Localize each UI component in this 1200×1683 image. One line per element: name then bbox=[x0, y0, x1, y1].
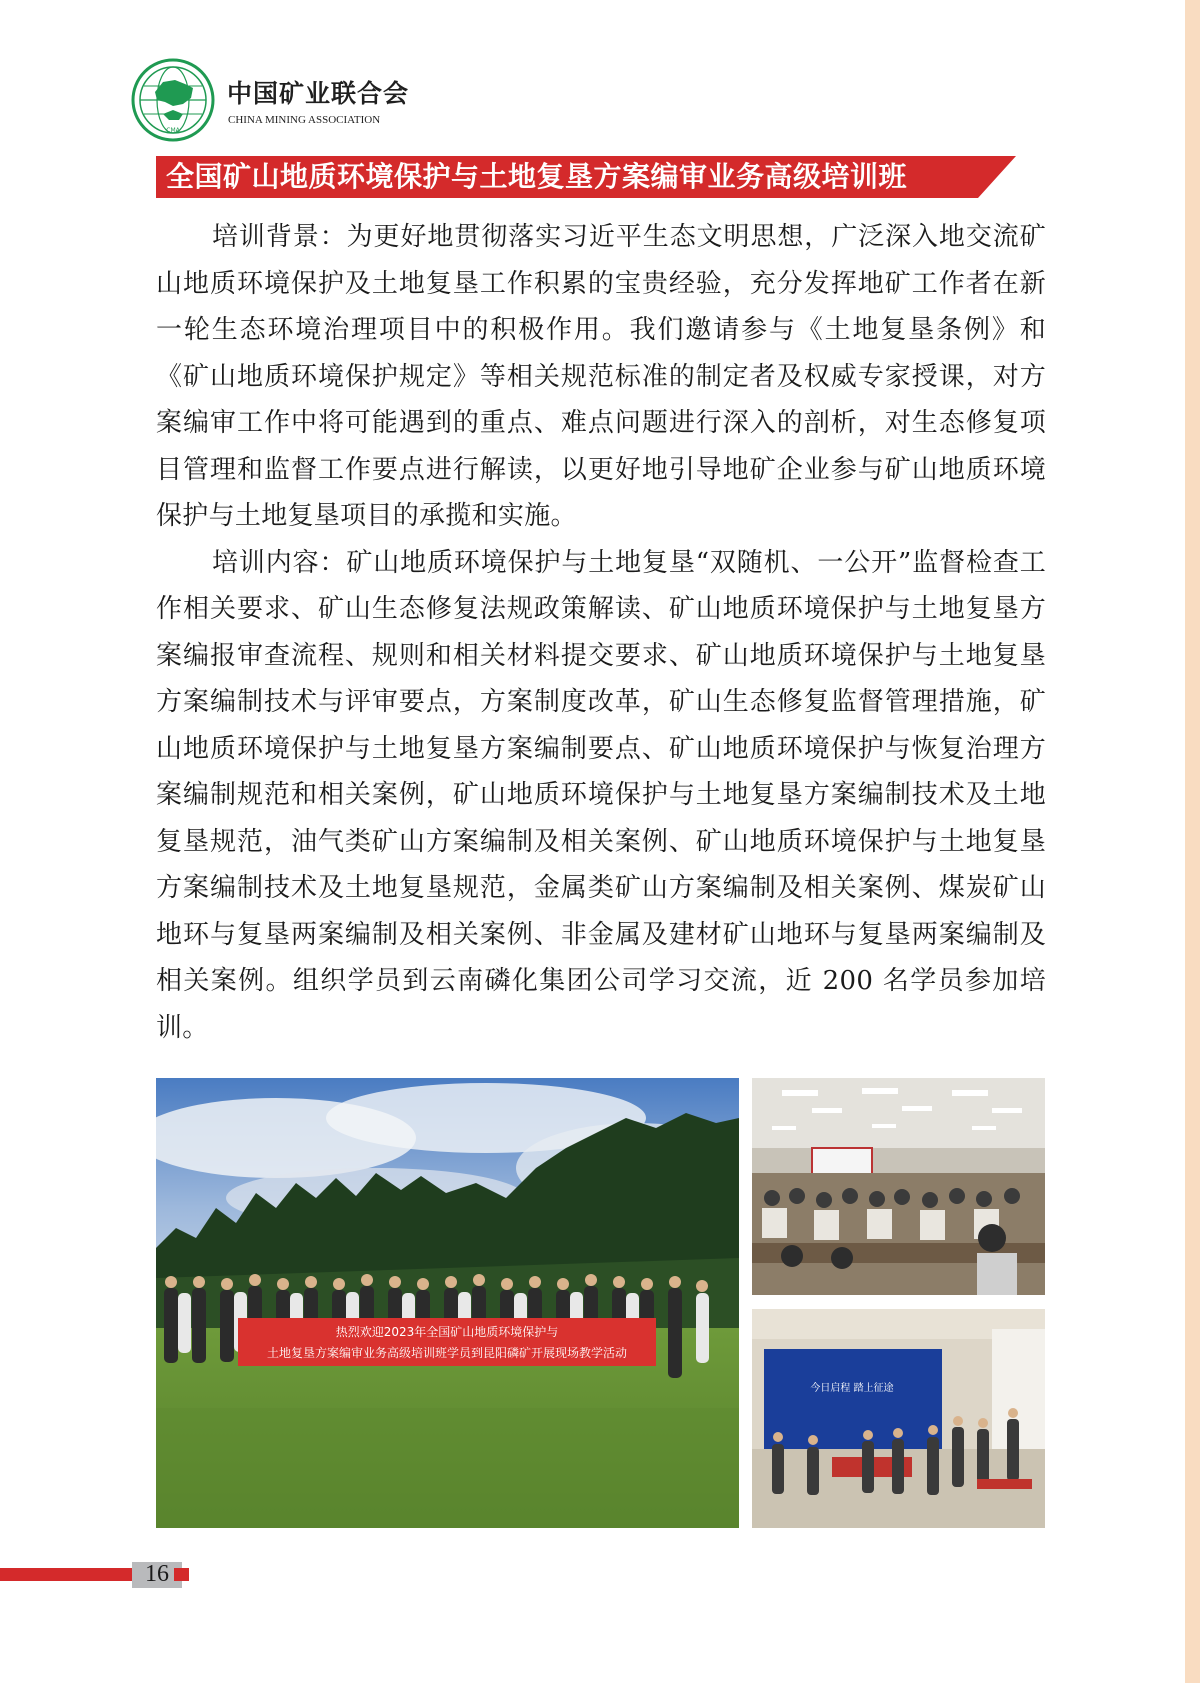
globe-emblem-icon bbox=[131, 58, 215, 142]
paragraph-background: 培训背景：为更好地贯彻落实习近平生态文明思想，广泛深入地交流矿山地质环境保护及土地复垦工作积累的宝贵经验，充分发挥地矿工作者在新一轮生态环境治理项目中的积极作用。我们邀请参与《土地复垦条例》和《矿山地质环境保护规定》等相关规范标准的制定者及权威专家授课，对方案编审工作中将可能遇到的重点、难点问题进行深入的剖析，对生态修复项目管理和监督工作要点进行解读，以更好地引导地矿企业参与矿山地质环境保护与土地复垦项目的承揽和实施。 bbox=[156, 222, 1046, 531]
page-number: 16 bbox=[145, 1561, 169, 1587]
article-body bbox=[156, 214, 1046, 1051]
svg-text:CMA: CMA bbox=[166, 127, 180, 134]
footer-accent-square bbox=[174, 1568, 189, 1581]
logo-english-name: CHINA MINING ASSOCIATION bbox=[228, 114, 381, 126]
article-title: 全国矿山地质环境保护与土地复垦方案编审业务高级培训班 bbox=[166, 160, 908, 193]
footer-accent-bar bbox=[0, 1568, 132, 1581]
backdrop-slogan: 今日启程 踏上征途 bbox=[810, 1383, 894, 1394]
page-edge-strip bbox=[1185, 0, 1200, 1683]
article-title-banner bbox=[156, 156, 1016, 198]
lecture-hall-photo bbox=[752, 1078, 1045, 1295]
association-logo bbox=[131, 58, 410, 146]
logo-chinese-name: 中国矿业联合会 bbox=[227, 79, 410, 108]
registration-photo bbox=[752, 1309, 1045, 1528]
group-photo bbox=[156, 1078, 739, 1528]
banner-text-line1: 热烈欢迎2023年全国矿山地质环境保护与 bbox=[335, 1325, 559, 1339]
paragraph-content: 培训内容：矿山地质环境保护与土地复垦“双随机、一公开”监督检查工作相关要求、矿山生态修复法规政策解读、矿山地质环境保护与土地复垦方案编报审查流程、规则和相关材料提交要求、矿山地质环境保护与土地复垦方案编制技术与评审要点，方案制度改革，矿山生态修复监督管理措施，矿山地质环境保护与土地复垦方案编制要点、矿山地质环境保护与恢复治理方案编制规范和相关案例，矿山地质环境保护与土地复垦方案编制技术及土地复垦规范，油气类矿山方案编制及相关案例、矿山地质环境保护与土地复垦方案编制技术及土地复垦规范，金属类矿山方案编制及相关案例、煤炭矿山地环与复垦两案编制及相关案例、非金属及建材矿山地环与复垦两案编制及相关案例。组织学员到云南磷化集团公司学习交流，近 200 名学员参加培训。 bbox=[156, 547, 1046, 1043]
banner-text-line2: 土地复垦方案编审业务高级培训班学员到昆阳磷矿开展现场教学活动 bbox=[266, 1346, 628, 1360]
registration-backdrop bbox=[764, 1349, 942, 1449]
